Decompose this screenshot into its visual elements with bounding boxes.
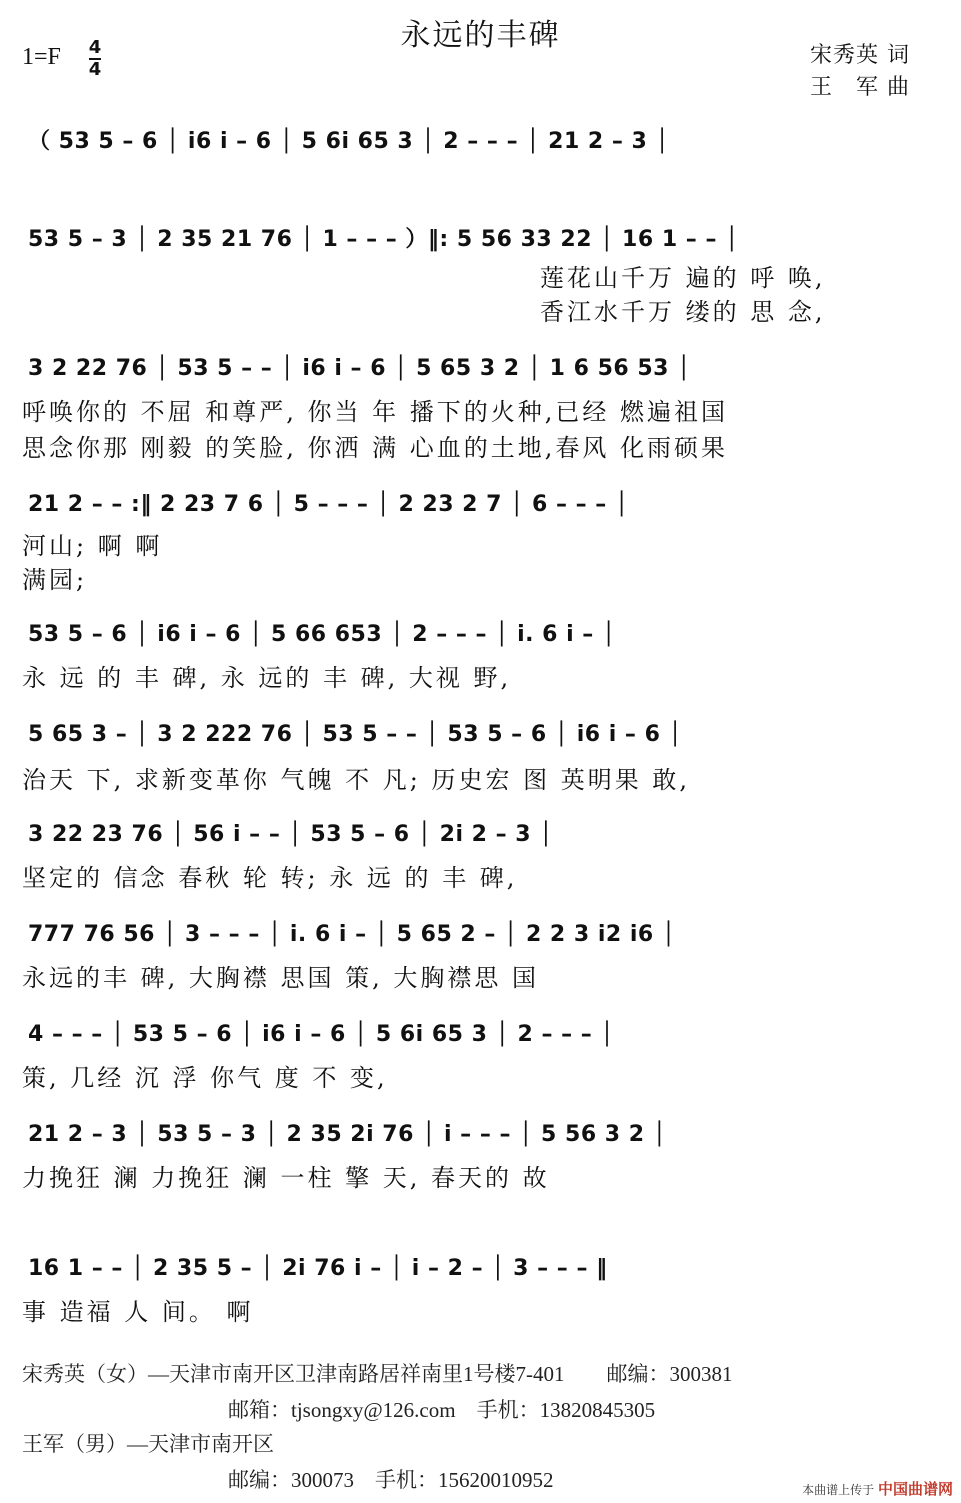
watermark-prefix: 本曲谱上传于	[802, 1483, 875, 1497]
lyric-verse-1: 莲花山千万 遍的 呼 唤,	[540, 264, 826, 292]
lyric-verse-1: 治天 下, 求新变革你 气魄 不 凡; 历史宏 图 英明果 敢,	[22, 766, 691, 794]
score-row-notes: 3 2 22 76 │ 53 5 – – │ i6 i – 6 │ 5 65 3 2 │ 1 6 56 53 │	[28, 356, 691, 381]
score-row-notes: 53 5 – 3 │ 2 35 21 76 │ 1 – – – ）‖: 5 56 33 22 │ 16 1 – – │	[28, 227, 739, 252]
watermark-brand: 中国曲谱网	[877, 1480, 953, 1498]
score-row-notes: 777 76 56 │ 3 – – – │ i. 6 i – │ 5 65 2 – │ 2 2 3 i2 i6 │	[28, 922, 676, 947]
lyricist-credit: 宋秀英 词	[810, 43, 910, 68]
footer-composer-address: 王军（男）—天津市南开区	[22, 1432, 274, 1456]
score-row-notes: 21 2 – – :‖ 2 23 7 6 │ 5 – – – │ 2 23 2 7 │ 6 – – – │	[28, 492, 629, 517]
footer-lyricist-contact: 邮箱：tjsongxy@126.com 手机：13820845305	[228, 1398, 656, 1422]
meter-bottom: 4	[88, 59, 102, 80]
lyric-verse-2: 思念你那 刚毅 的笑脸, 你洒 满 心血的土地,春风 化雨硕果	[22, 434, 729, 462]
lyric-verse-1: 河山; 啊 啊	[22, 532, 163, 560]
score-row-notes: 16 1 – – │ 2 35 5 – │ 2i 76 i – │ i – 2 – │ 3 – – – ‖	[28, 1256, 608, 1281]
lyric-verse-1: 坚定的 信念 春秋 轮 转; 永 远 的 丰 碑,	[22, 864, 518, 892]
lyric-verse-2: 香江水千万 缕的 思 念,	[540, 298, 826, 326]
song-title: 永远的丰碑	[400, 18, 561, 53]
site-watermark	[802, 1478, 953, 1499]
score-row-notes: 53 5 – 6 │ i6 i – 6 │ 5 66 653 │ 2 – – – │ i. 6 i – │	[28, 622, 616, 647]
time-signature	[88, 38, 102, 80]
lyric-verse-1: 永 远 的 丰 碑, 永 远的 丰 碑, 大视 野,	[22, 664, 512, 692]
lyric-verse-1: 事 造福 人 间。 啊	[22, 1298, 254, 1326]
lyric-verse-1: 策, 几经 沉 浮 你气 度 不 变,	[22, 1064, 388, 1092]
score-row-notes: 21 2 – 3 │ 53 5 – 3 │ 2 35 2i 76 │ i – – – │ 5 56 3 2 │	[28, 1122, 667, 1147]
score-row-notes: 4 – – – │ 53 5 – 6 │ i6 i – 6 │ 5 6i 65 3 │ 2 – – – │	[28, 1022, 615, 1047]
footer-lyricist-address: 宋秀英（女）—天津市南开区卫津南路居祥南里1号楼7-401 邮编：300381	[22, 1362, 733, 1386]
composer-credit: 王 军 曲	[810, 75, 910, 100]
score-row-notes: 5 65 3 – │ 3 2 222 76 │ 53 5 – – │ 53 5 – 6 │ i6 i – 6 │	[28, 722, 683, 747]
lyric-verse-1: 呼唤你的 不屈 和尊严, 你当 年 播下的火种,已经 燃遍祖国	[22, 398, 729, 426]
meter-top: 4	[88, 37, 102, 58]
key-signature: 1=F	[22, 44, 61, 70]
score-row-notes: 3 22 23 76 │ 56 i – – │ 53 5 – 6 │ 2i 2 – 3 │	[28, 822, 554, 847]
lyric-verse-1: 永远的丰 碑, 大胸襟 思国 策, 大胸襟思 国	[22, 964, 540, 992]
lyric-verse-1: 力挽狂 澜 力挽狂 澜 一柱 擎 天, 春天的 故	[22, 1164, 550, 1192]
footer-composer-contact: 邮编：300073 手机：15620010952	[228, 1468, 554, 1492]
lyric-verse-2: 满园;	[22, 566, 88, 594]
score-row-notes: （ 53 5 – 6 │ i6 i – 6 │ 5 6i 65 3 │ 2 – – – │ 21 2 – 3 │	[28, 129, 670, 154]
